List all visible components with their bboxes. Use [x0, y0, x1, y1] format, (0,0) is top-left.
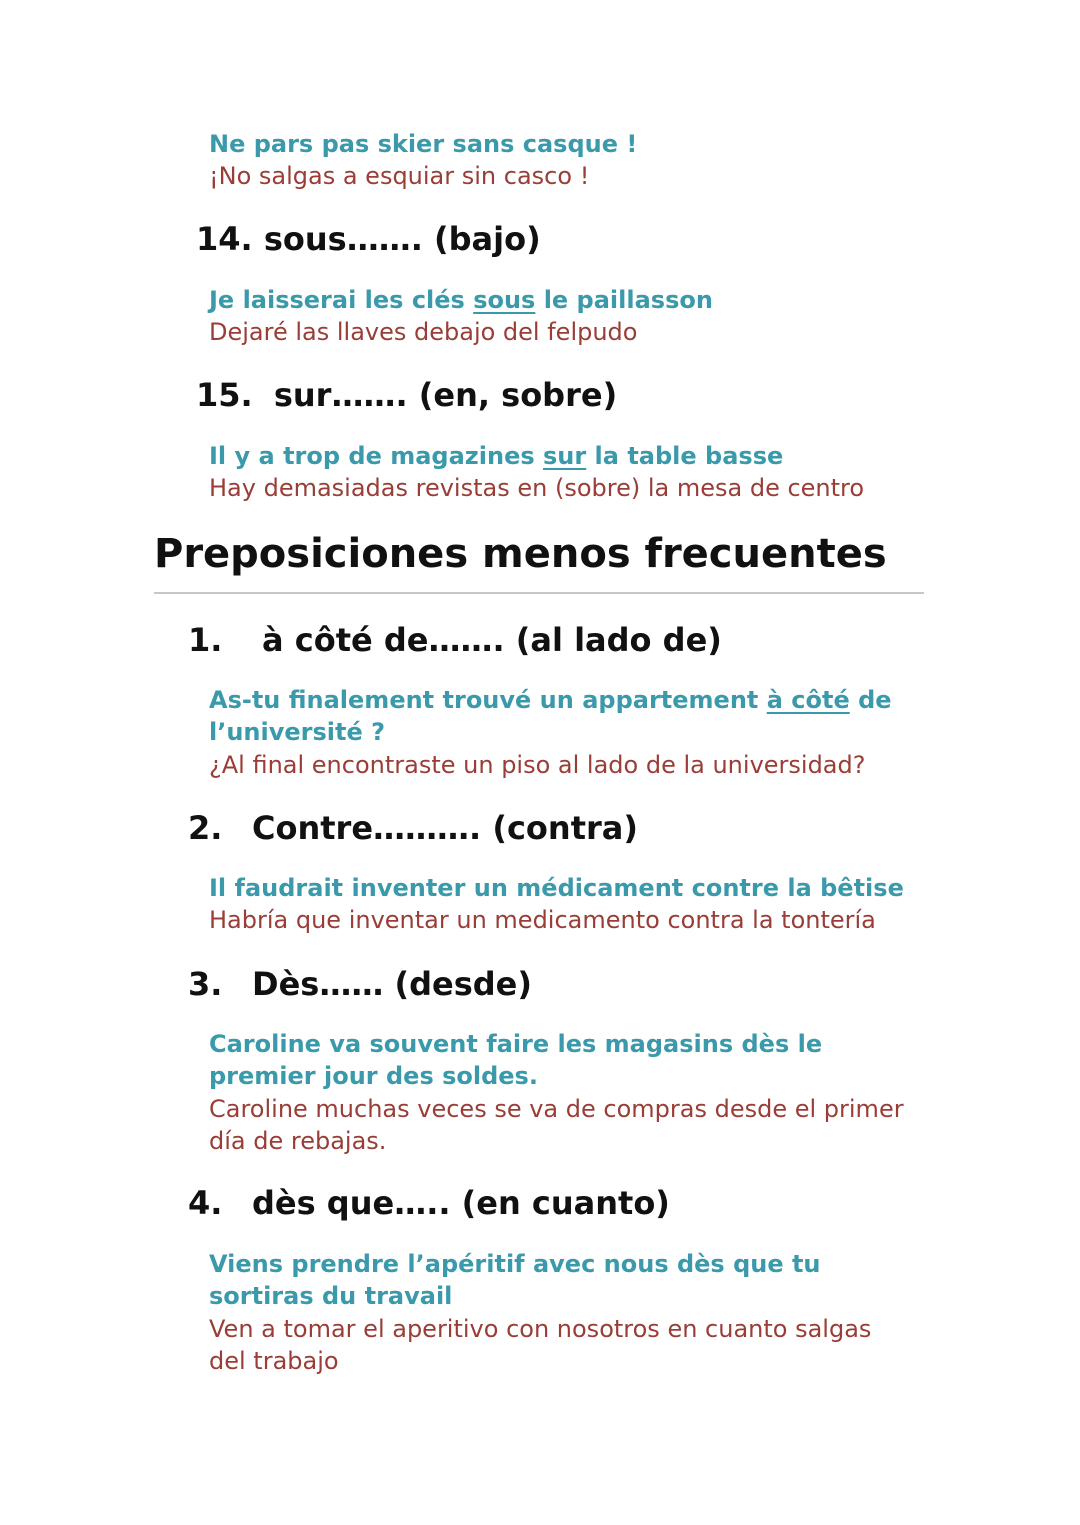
- item-number: 14.: [196, 220, 253, 258]
- example-french: Viens prendre l’apéritif avec nous dès que tu sortiras du travail: [209, 1250, 821, 1310]
- example-french: As-tu finalement trouvé un appartement à côté de l’université ?: [209, 686, 892, 746]
- example-spanish: ¿Al final encontraste un piso al lado de la universidad?: [209, 751, 866, 779]
- example-spanish: Ven a tomar el aperitivo con nosotros en cuanto salgas del trabajo: [209, 1315, 872, 1375]
- item-number: 4.: [188, 1184, 223, 1222]
- item-term: dès que….. (en cuanto): [252, 1184, 670, 1222]
- example-spanish: Hay demasiadas revistas en (sobre) la mesa de centro: [209, 474, 865, 502]
- item-term: sous……. (bajo): [263, 220, 541, 258]
- item-heading-sur: [196, 375, 617, 415]
- example-spanish: Habría que inventar un medicamento contra la tontería: [209, 906, 876, 934]
- item-heading-contre: [188, 808, 638, 848]
- example-french: Ne pars pas skier sans casque !: [209, 130, 638, 158]
- example-french: Il y a trop de magazines sur la table basse: [209, 442, 784, 470]
- item-heading-sous: [196, 219, 541, 259]
- item-heading-des-que: [188, 1183, 670, 1223]
- item-term: Dès…… (desde): [252, 965, 532, 1003]
- item-heading-a-cote-de: [188, 620, 722, 660]
- example-french: Je laisserai les clés sous le paillasson: [209, 286, 713, 314]
- example-french: Caroline va souvent faire les magasins dès le premier jour des soldes.: [209, 1030, 823, 1090]
- item-number: 15.: [196, 376, 253, 414]
- item-term: à côté de……. (al lado de): [262, 621, 722, 659]
- item-term: sur……. (en, sobre): [273, 376, 618, 414]
- item-term: Contre………. (contra): [252, 809, 638, 847]
- example-spanish: Caroline muchas veces se va de compras desde el primer día de rebajas.: [209, 1095, 904, 1155]
- item-heading-des: [188, 964, 532, 1004]
- underlined-preposition: à côté: [766, 686, 850, 714]
- example-spanish: ¡No salgas a esquiar sin casco !: [209, 162, 590, 190]
- item-number: 2.: [188, 809, 223, 847]
- section-divider: [154, 592, 924, 594]
- item-number: 3.: [188, 965, 223, 1003]
- example-french: Il faudrait inventer un médicament contre la bêtise: [209, 874, 904, 902]
- underlined-preposition: sur: [542, 442, 587, 470]
- section-title: Preposiciones menos frecuentes: [154, 531, 887, 577]
- example-spanish: Dejaré las llaves debajo del felpudo: [209, 318, 638, 346]
- underlined-preposition: sous: [473, 286, 536, 314]
- item-number: 1.: [188, 621, 223, 659]
